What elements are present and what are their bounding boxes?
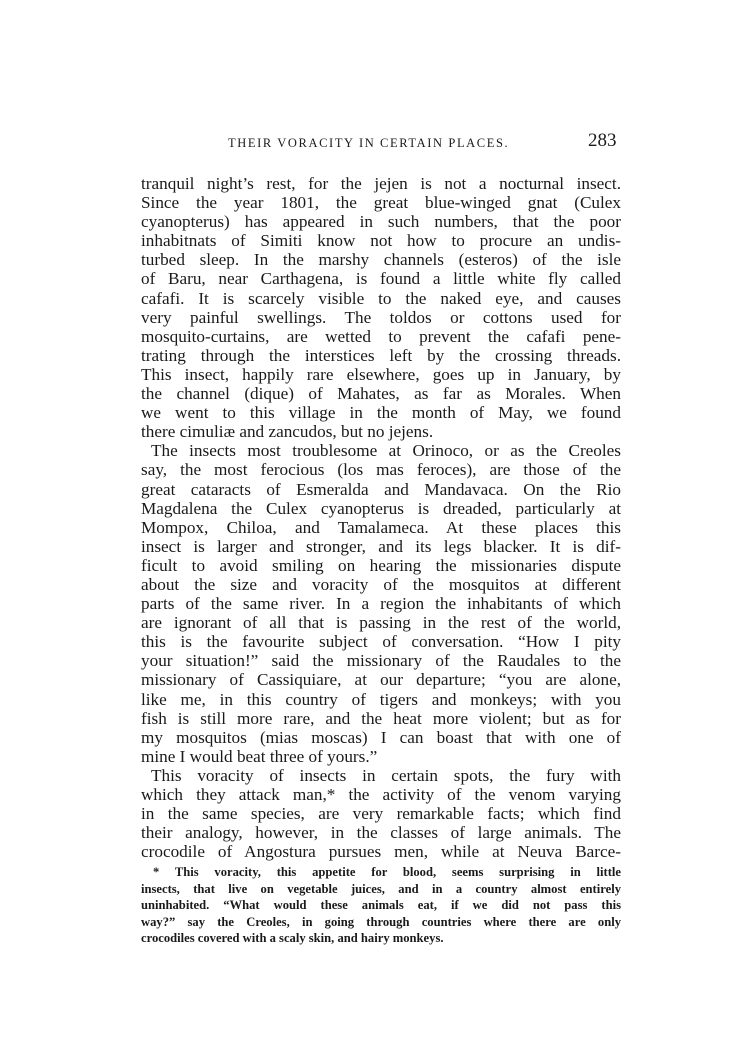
body-line: mine I would beat three of yours.” bbox=[141, 746, 378, 766]
footnote-line: insects, that live on vegetable juices, and in a country almost entirely bbox=[141, 881, 621, 896]
page-number: 283 bbox=[588, 130, 617, 151]
body-line: fish is still more rare, and the heat more violent; but as for bbox=[141, 708, 621, 728]
running-head: THEIR VORACITY IN CERTAIN PLACES. bbox=[228, 136, 510, 150]
body-line: this is the favourite subject of conversation. “How I pity bbox=[141, 632, 621, 652]
body-line: insect is larger and stronger, and its legs blacker. It is dif- bbox=[141, 536, 621, 556]
body-line: about the size and voracity of the mosquitos at different bbox=[141, 574, 621, 594]
body-line: parts of the same river. In a region the inhabitants of which bbox=[141, 594, 621, 614]
body-line: ficult to avoid smiling on hearing the missionaries dispute bbox=[141, 555, 621, 575]
footnote-line: crocodiles covered with a scaly skin, and hairy monkeys. bbox=[141, 931, 444, 946]
body-text bbox=[141, 174, 621, 861]
body-line: of Baru, near Carthagena, is found a little white fly called bbox=[141, 269, 621, 289]
body-line: inhabitnats of Simiti know not how to procure an undis- bbox=[141, 231, 621, 251]
body-line: their analogy, however, in the classes of large animals. The bbox=[141, 823, 621, 843]
body-line: we went to this village in the month of May, we found bbox=[141, 403, 621, 423]
body-line: great cataracts of Esmeralda and Mandavaca. On the Rio bbox=[141, 479, 621, 499]
footnote-line: * This voracity, this appetite for blood, seems surprising in little bbox=[153, 865, 621, 879]
body-line: your situation!” said the missionary of the Raudales to the bbox=[141, 651, 621, 671]
footnote-line: uninhabited. “What would these animals eat, if we did not pass this bbox=[141, 898, 621, 913]
body-line: This insect, happily rare elsewhere, goes up in January, by bbox=[141, 364, 621, 384]
body-line: in the same species, are very remarkable facts; which find bbox=[141, 804, 621, 824]
body-line: crocodile of Angostura pursues men, while at Neuva Barce- bbox=[141, 842, 621, 862]
body-line: missionary of Cassiquiare, at our departure; “you are alone, bbox=[141, 670, 621, 690]
footnote bbox=[141, 864, 621, 947]
body-line: say, the most ferocious (los mas feroces), are those of the bbox=[141, 460, 621, 480]
body-line: my mosquitos (mias moscas) I can boast that with one of bbox=[141, 727, 621, 747]
body-line: tranquil night’s rest, for the jejen is not a nocturnal insect. bbox=[141, 174, 621, 193]
footnote-line: way?” say the Creoles, in going through countries where there are only bbox=[141, 914, 621, 929]
body-line: cyanopterus) has appeared in such numbers, that the poor bbox=[141, 212, 621, 232]
body-line: mosquito-curtains, are wetted to prevent the cafafi pene- bbox=[141, 326, 621, 346]
body-line: very painful swellings. The toldos or cottons used for bbox=[141, 307, 621, 327]
body-line: the channel (dique) of Mahates, as far as Morales. When bbox=[141, 384, 621, 404]
body-line: trating through the interstices left by the crossing threads. bbox=[141, 345, 621, 365]
body-line: Magdalena the Culex cyanopterus is dreaded, particularly at bbox=[141, 498, 621, 518]
body-line: like me, in this country of tigers and monkeys; with you bbox=[141, 689, 621, 709]
body-line: Mompox, Chiloa, and Tamalameca. At these places this bbox=[141, 517, 621, 537]
body-line: which they attack man,* the activity of the venom varying bbox=[141, 785, 621, 804]
paragraph-start-line: The insects most troublesome at Orinoco, or as the Creoles bbox=[151, 441, 621, 461]
body-line: Since the year 1801, the great blue-winged gnat (Culex bbox=[141, 193, 621, 213]
body-line: turbed sleep. In the marshy channels (esteros) of the isle bbox=[141, 250, 621, 270]
body-line: there cimuliæ and zancudos, but no jejens. bbox=[141, 422, 434, 442]
body-line: are ignorant of all that is passing in the rest of the world, bbox=[141, 613, 621, 633]
body-line: cafafi. It is scarcely visible to the naked eye, and causes bbox=[141, 288, 621, 308]
paragraph-start-line: This voracity of insects in certain spots, the fury with bbox=[151, 765, 621, 785]
